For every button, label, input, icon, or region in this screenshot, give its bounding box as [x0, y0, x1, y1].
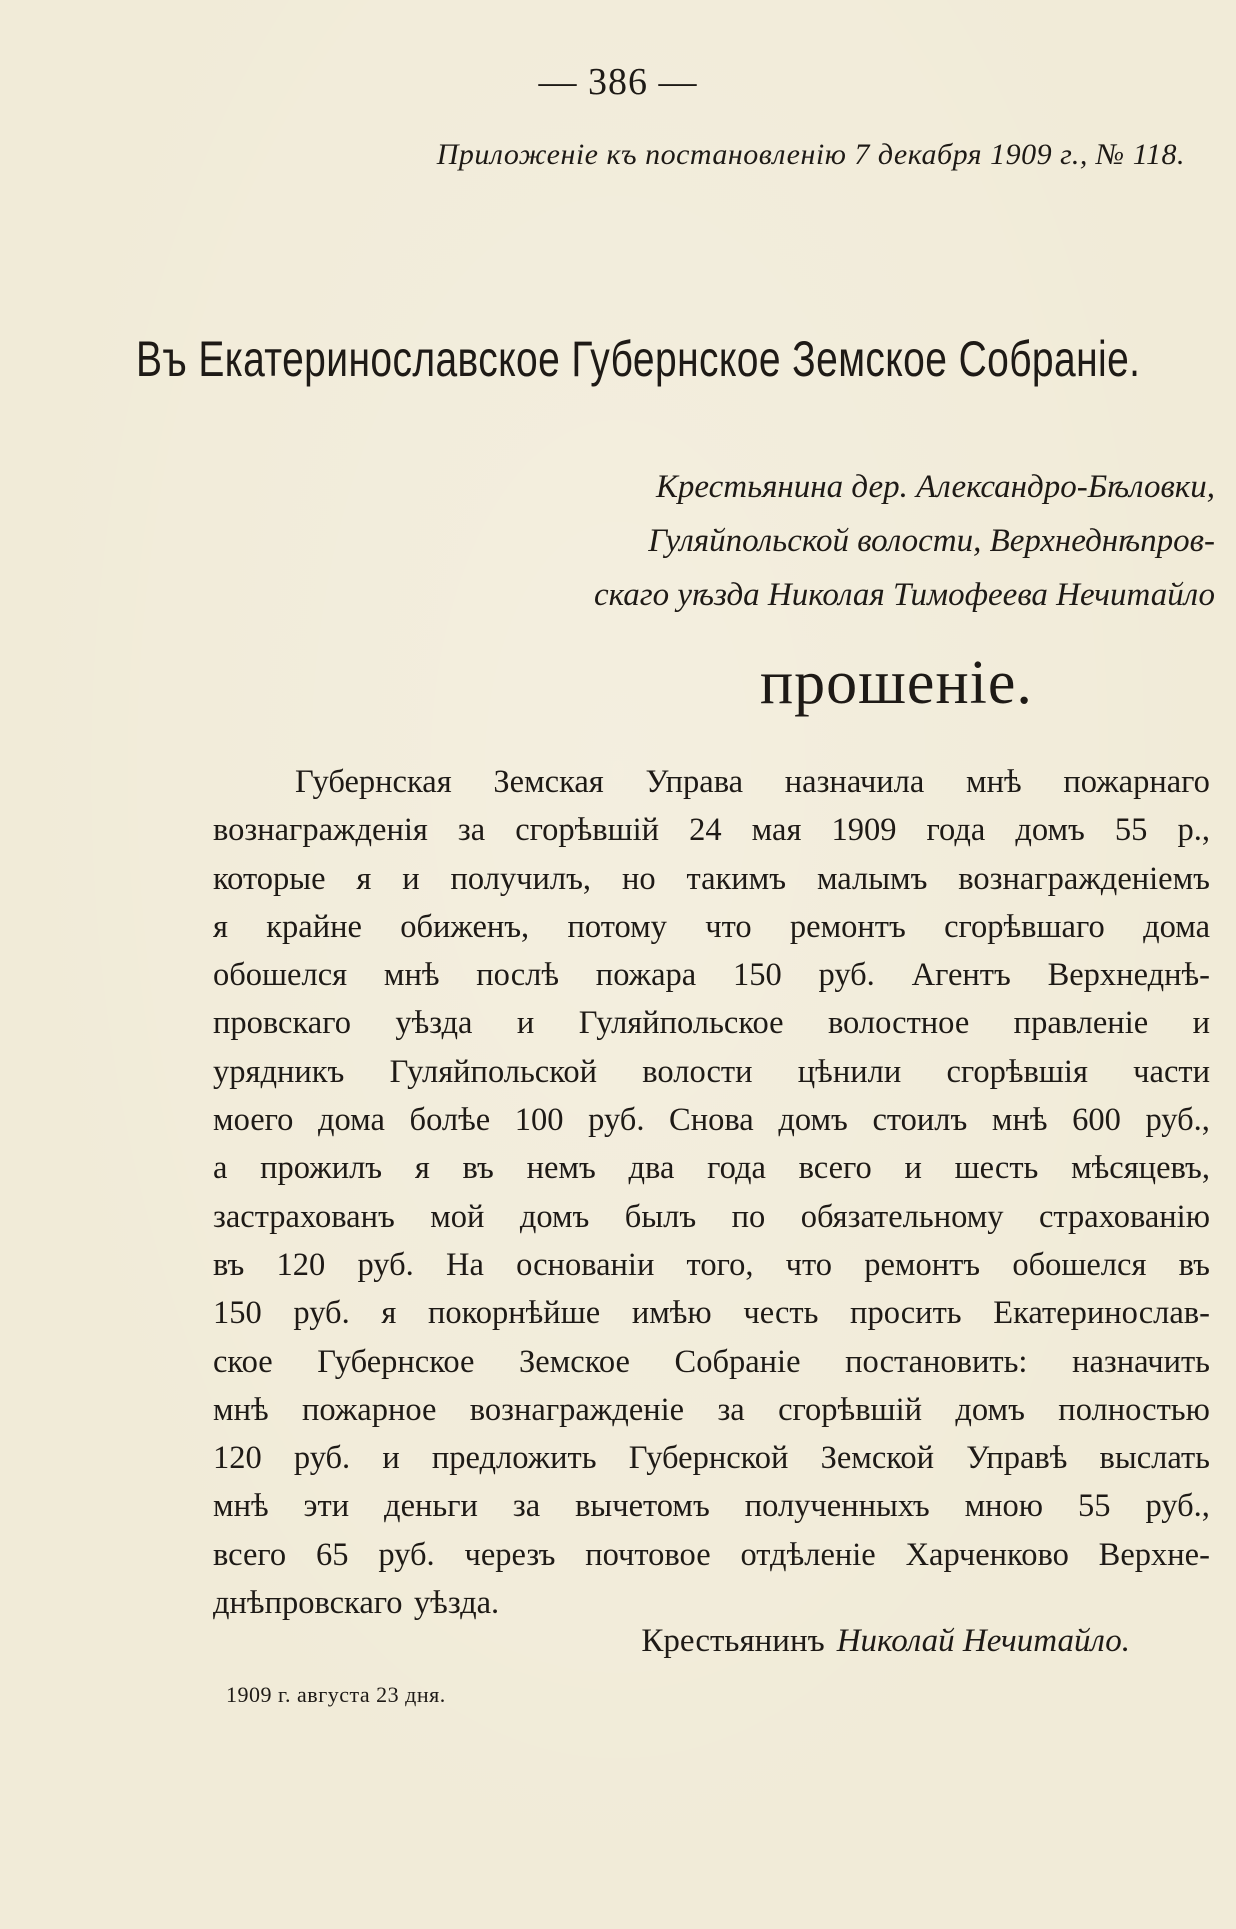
body-line: 150 руб. я покорнѣйше имѣю честь просить Екатеринослав- [213, 1295, 1210, 1332]
body-line: мнѣ эти деньги за вычетомъ полученныхъ мною 55 руб., [213, 1488, 1210, 1525]
appendix-note: Приложеніе къ постановленію 7 декабря 1909 г., № 118. [436, 138, 1185, 171]
addressee-heading: Въ Екатеринославское Губернское Земское Собраніе. [135, 331, 1141, 387]
body-line: Губернская Земская Управа назначила мнѣ пожарнаго [295, 764, 1210, 800]
sender-line: Гуляйпольской волости, Верхнеднѣпров- [648, 523, 1215, 559]
body-line: всего 65 руб. черезъ почтовое отдѣленіе Харченково Верхне- [213, 1536, 1210, 1573]
signature-name: Николай Нечитайло. [836, 1623, 1130, 1659]
body-line: 120 руб. и предложить Губернской Земской Управѣ выслать [213, 1440, 1210, 1477]
body-line: урядникъ Гуляйпольской волости цѣнили сгорѣвшія части [213, 1053, 1210, 1090]
body-line: въ 120 руб. На основаніи того, что ремонтъ обошелся въ [213, 1246, 1210, 1283]
date-line: 1909 г. августа 23 дня. [226, 1682, 446, 1707]
sender-block [430, 460, 1215, 622]
body-line: застрахованъ мой домъ былъ по обязательному страхованію [213, 1198, 1210, 1235]
body-line: днѣпровскаго уѣзда. [213, 1585, 500, 1622]
page-number: — 386 — [538, 61, 698, 103]
body-line: ское Губернское Земское Собраніе постановить: назначить [213, 1343, 1210, 1380]
body-line: моего дома болѣе 100 руб. Снова домъ стоилъ мнѣ 600 руб., [213, 1102, 1210, 1139]
petition-title: прошеніе. [760, 649, 1033, 717]
signature-prefix: Крестьянинъ [641, 1623, 825, 1659]
body-line: обошелся мнѣ послѣ пожара 150 руб. Агентъ Верхнеднѣ- [213, 957, 1210, 994]
body-line: вознагражденія за сгорѣвшій 24 мая 1909 года домъ 55 р., [213, 812, 1210, 849]
sender-line: Крестьянина дер. Александро-Бѣловки, [655, 469, 1215, 505]
body-line: которые я и получилъ, но такимъ малымъ вознагражденіемъ [213, 860, 1210, 897]
body-line: мнѣ пожарное вознагражденіе за сгорѣвшій домъ полностью [213, 1391, 1210, 1428]
signature [400, 1623, 1130, 1660]
body-line: провскаго уѣзда и Гуляйпольское волостное правленіе и [213, 1005, 1210, 1042]
petition-body [213, 758, 1210, 1627]
sender-line: скаго уѣзда Николая Тимофеева Нечитайло [593, 577, 1215, 613]
body-line: а прожилъ я въ немъ два года всего и шесть мѣсяцевъ, [213, 1150, 1210, 1187]
body-line: я крайне обиженъ, потому что ремонтъ сгорѣвшаго дома [213, 908, 1210, 945]
